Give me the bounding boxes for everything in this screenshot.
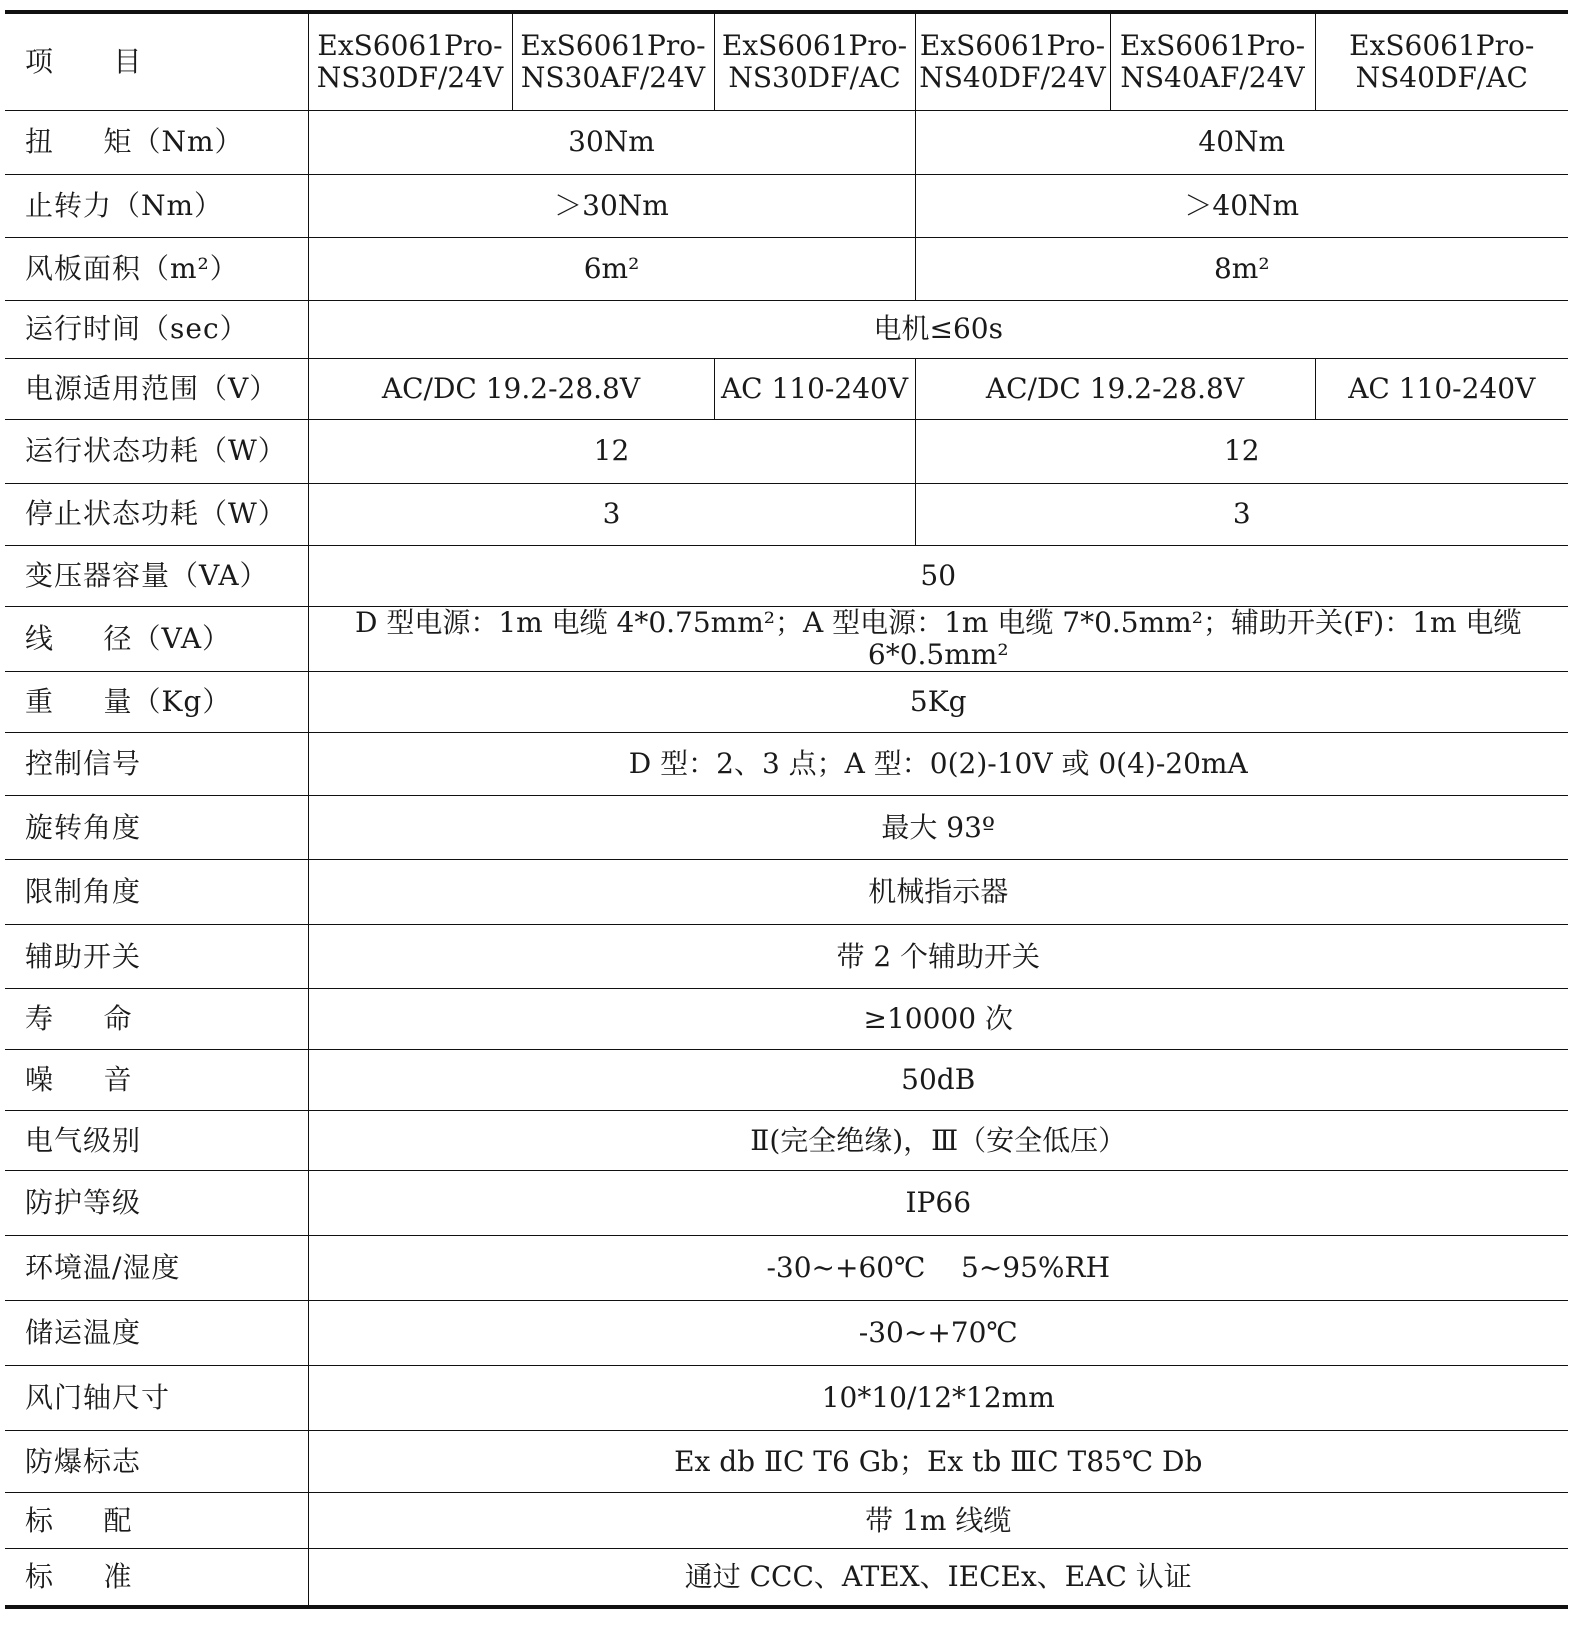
power-range-row xyxy=(5,359,1568,420)
standard-kit-label: 标 配 xyxy=(5,1493,308,1549)
model-2-header: ExS6061Pro- NS30AF/24V xyxy=(512,12,714,111)
torque-40-value: 40Nm xyxy=(915,111,1568,175)
run-power-label: 运行状态功耗（W） xyxy=(5,420,308,484)
power-range-ac-40: AC 110-240V xyxy=(1315,359,1568,420)
stall-40-value: ＞40Nm xyxy=(915,175,1568,238)
env-label: 环境温/湿度 xyxy=(5,1236,308,1301)
model-4-header: ExS6061Pro- NS40DF/24V xyxy=(915,12,1110,111)
rotation-label: 旋转角度 xyxy=(5,796,308,860)
noise-value: 50dB xyxy=(308,1050,1568,1111)
life-row xyxy=(5,989,1568,1050)
transformer-label: 变压器容量（VA） xyxy=(5,546,308,607)
torque-30-value: 30Nm xyxy=(308,111,915,175)
standard-row xyxy=(5,1549,1568,1607)
model-1-header: ExS6061Pro- NS30DF/24V xyxy=(308,12,512,111)
stop-power-40-value: 3 xyxy=(915,484,1568,546)
run-power-30-value: 12 xyxy=(308,420,915,484)
power-range-ac-30: AC 110-240V xyxy=(714,359,915,420)
ip-label: 防护等级 xyxy=(5,1171,308,1236)
exmark-row xyxy=(5,1431,1568,1493)
stop-power-label: 停止状态功耗（W） xyxy=(5,484,308,546)
area-30-value: 6m² xyxy=(308,238,915,301)
torque-row xyxy=(5,111,1568,175)
env-row xyxy=(5,1236,1568,1301)
wire-label: 线 径（VA） xyxy=(5,607,308,672)
runtime-row xyxy=(5,301,1568,359)
runtime-label: 运行时间（sec） xyxy=(5,301,308,359)
shaft-value: 10*10/12*12mm xyxy=(308,1366,1568,1431)
limit-label: 限制角度 xyxy=(5,860,308,925)
weight-row xyxy=(5,672,1568,733)
area-label: 风板面积（m²） xyxy=(5,238,308,301)
storage-row xyxy=(5,1301,1568,1366)
run-power-40-value: 12 xyxy=(915,420,1568,484)
aux-row xyxy=(5,925,1568,989)
stall-30-value: ＞30Nm xyxy=(308,175,915,238)
stop-power-row xyxy=(5,484,1568,546)
aux-value: 带 2 个辅助开关 xyxy=(308,925,1568,989)
limit-value: 机械指示器 xyxy=(308,860,1568,925)
stall-row xyxy=(5,175,1568,238)
torque-label: 扭 矩（Nm） xyxy=(5,111,308,175)
standard-kit-value: 带 1m 线缆 xyxy=(308,1493,1568,1549)
life-label: 寿 命 xyxy=(5,989,308,1050)
weight-label: 重 量（Kg） xyxy=(5,672,308,733)
standard-value: 通过 CCC、ATEX、IECEx、EAC 认证 xyxy=(308,1549,1568,1607)
standard-kit-row xyxy=(5,1493,1568,1549)
control-row xyxy=(5,733,1568,796)
area-40-value: 8m² xyxy=(915,238,1568,301)
transformer-row xyxy=(5,546,1568,607)
noise-label: 噪 音 xyxy=(5,1050,308,1111)
rotation-value: 最大 93º xyxy=(308,796,1568,860)
exmark-label: 防爆标志 xyxy=(5,1431,308,1493)
spec-table xyxy=(5,10,1568,1609)
limit-row xyxy=(5,860,1568,925)
runtime-value: 电机≤60s xyxy=(308,301,1568,359)
power-range-label: 电源适用范围（V） xyxy=(5,359,308,420)
aux-label: 辅助开关 xyxy=(5,925,308,989)
wire-value: D 型电源：1m 电缆 4*0.75mm²；A 型电源：1m 电缆 7*0.5mm²；辅助开关(F)：1m 电缆 6*0.5mm² xyxy=(308,607,1568,672)
ip-row xyxy=(5,1171,1568,1236)
life-value: ≥10000 次 xyxy=(308,989,1568,1050)
model-6-header: ExS6061Pro- NS40DF/AC xyxy=(1315,12,1568,111)
weight-value: 5Kg xyxy=(308,672,1568,733)
stop-power-30-value: 3 xyxy=(308,484,915,546)
exmark-value: Ex db ⅡC T6 Gb；Ex tb ⅢC T85℃ Db xyxy=(308,1431,1568,1493)
storage-value: -30~+70℃ xyxy=(308,1301,1568,1366)
elec-class-value: Ⅱ(完全绝缘)，Ⅲ（安全低压） xyxy=(308,1111,1568,1171)
noise-row xyxy=(5,1050,1568,1111)
storage-label: 储运温度 xyxy=(5,1301,308,1366)
header-item-label: 项 目 xyxy=(5,12,308,111)
header-row xyxy=(5,12,1568,111)
model-3-header: ExS6061Pro- NS30DF/AC xyxy=(714,12,915,111)
transformer-value: 50 xyxy=(308,546,1568,607)
run-power-row xyxy=(5,420,1568,484)
standard-label: 标 准 xyxy=(5,1549,308,1607)
env-value: -30~+60℃ 5~95%RH xyxy=(308,1236,1568,1301)
model-5-header: ExS6061Pro- NS40AF/24V xyxy=(1110,12,1315,111)
control-label: 控制信号 xyxy=(5,733,308,796)
rotation-row xyxy=(5,796,1568,860)
area-row xyxy=(5,238,1568,301)
elec-class-label: 电气级别 xyxy=(5,1111,308,1171)
shaft-row xyxy=(5,1366,1568,1431)
stall-label: 止转力（Nm） xyxy=(5,175,308,238)
control-value: D 型：2、3 点；A 型：0(2)-10V 或 0(4)-20mA xyxy=(308,733,1568,796)
shaft-label: 风门轴尺寸 xyxy=(5,1366,308,1431)
ip-value: IP66 xyxy=(308,1171,1568,1236)
wire-row xyxy=(5,607,1568,672)
power-range-dc-40: AC/DC 19.2-28.8V xyxy=(915,359,1315,420)
elec-class-row xyxy=(5,1111,1568,1171)
power-range-dc-30: AC/DC 19.2-28.8V xyxy=(308,359,714,420)
